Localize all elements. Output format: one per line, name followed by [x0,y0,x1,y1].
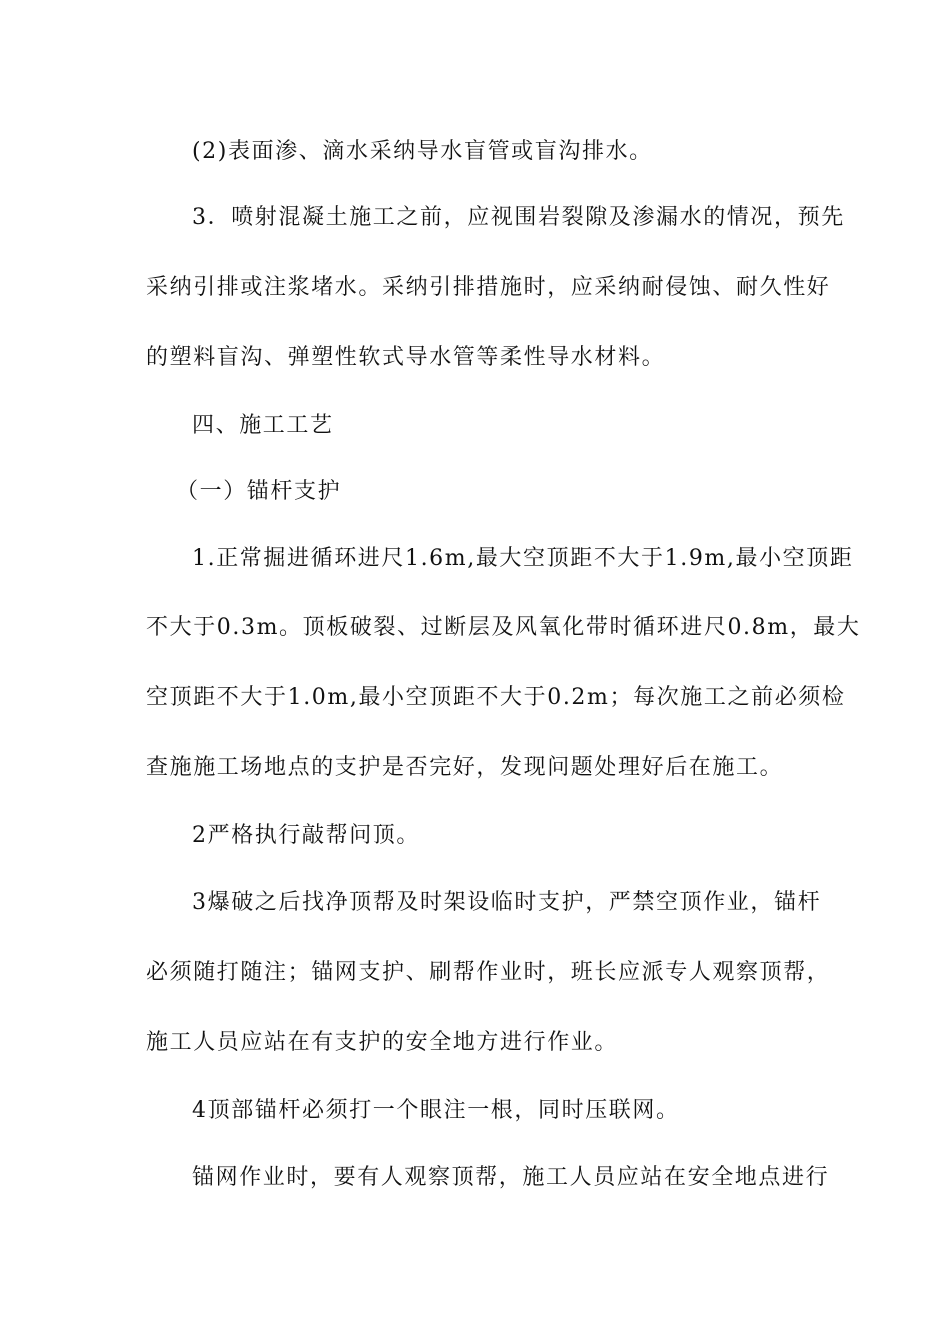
paragraph-line: 采纳引排或注浆堵水。采纳引排措施时，应采纳耐侵蚀、耐久性好 [146,275,831,300]
paragraph-line: 施工人员应站在有支护的安全地方进行作业。 [146,1030,619,1055]
paragraph-line: 4顶部锚杆必须打一个眼注一根，同时压联网。 [192,1098,680,1123]
paragraph-line: 不大于0.3m。顶板破裂、过断层及风氧化带时循环进尺0.8m，最大 [146,615,861,640]
subsection-heading: （一）锚杆支护 [176,479,342,504]
paragraph-line: 3．喷射混凝土施工之前，应视围岩裂隙及渗漏水的情况，预先 [192,205,845,230]
paragraph-line: 空顶距不大于1.0m,最小空顶距不大于0.2m；每次施工之前必须检 [146,685,846,710]
paragraph-line: (2)表面渗、滴水采纳导水盲管或盲沟排水。 [192,139,653,164]
paragraph-line: 必须随打随注；锚网支护、刷帮作业时，班长应派专人观察顶帮， [146,960,831,985]
paragraph-line: 2严格执行敲帮问顶。 [192,823,420,848]
paragraph-line: 的塑料盲沟、弹塑性软式导水管等柔性导水材料。 [146,345,666,370]
paragraph-line: 锚网作业时，要有人观察顶帮，施工人员应站在安全地点进行 [192,1165,830,1190]
paragraph-line: 3爆破之后找净顶帮及时架设临时支护，严禁空顶作业，锚杆 [192,890,822,915]
paragraph-line: 查施施工场地点的支护是否完好，发现问题处理好后在施工。 [146,755,784,780]
paragraph-line: 1.正常掘进循环进尺1.6m,最大空顶距不大于1.9m,最小空顶距 [192,546,854,571]
section-heading: 四、施工工艺 [192,413,334,438]
